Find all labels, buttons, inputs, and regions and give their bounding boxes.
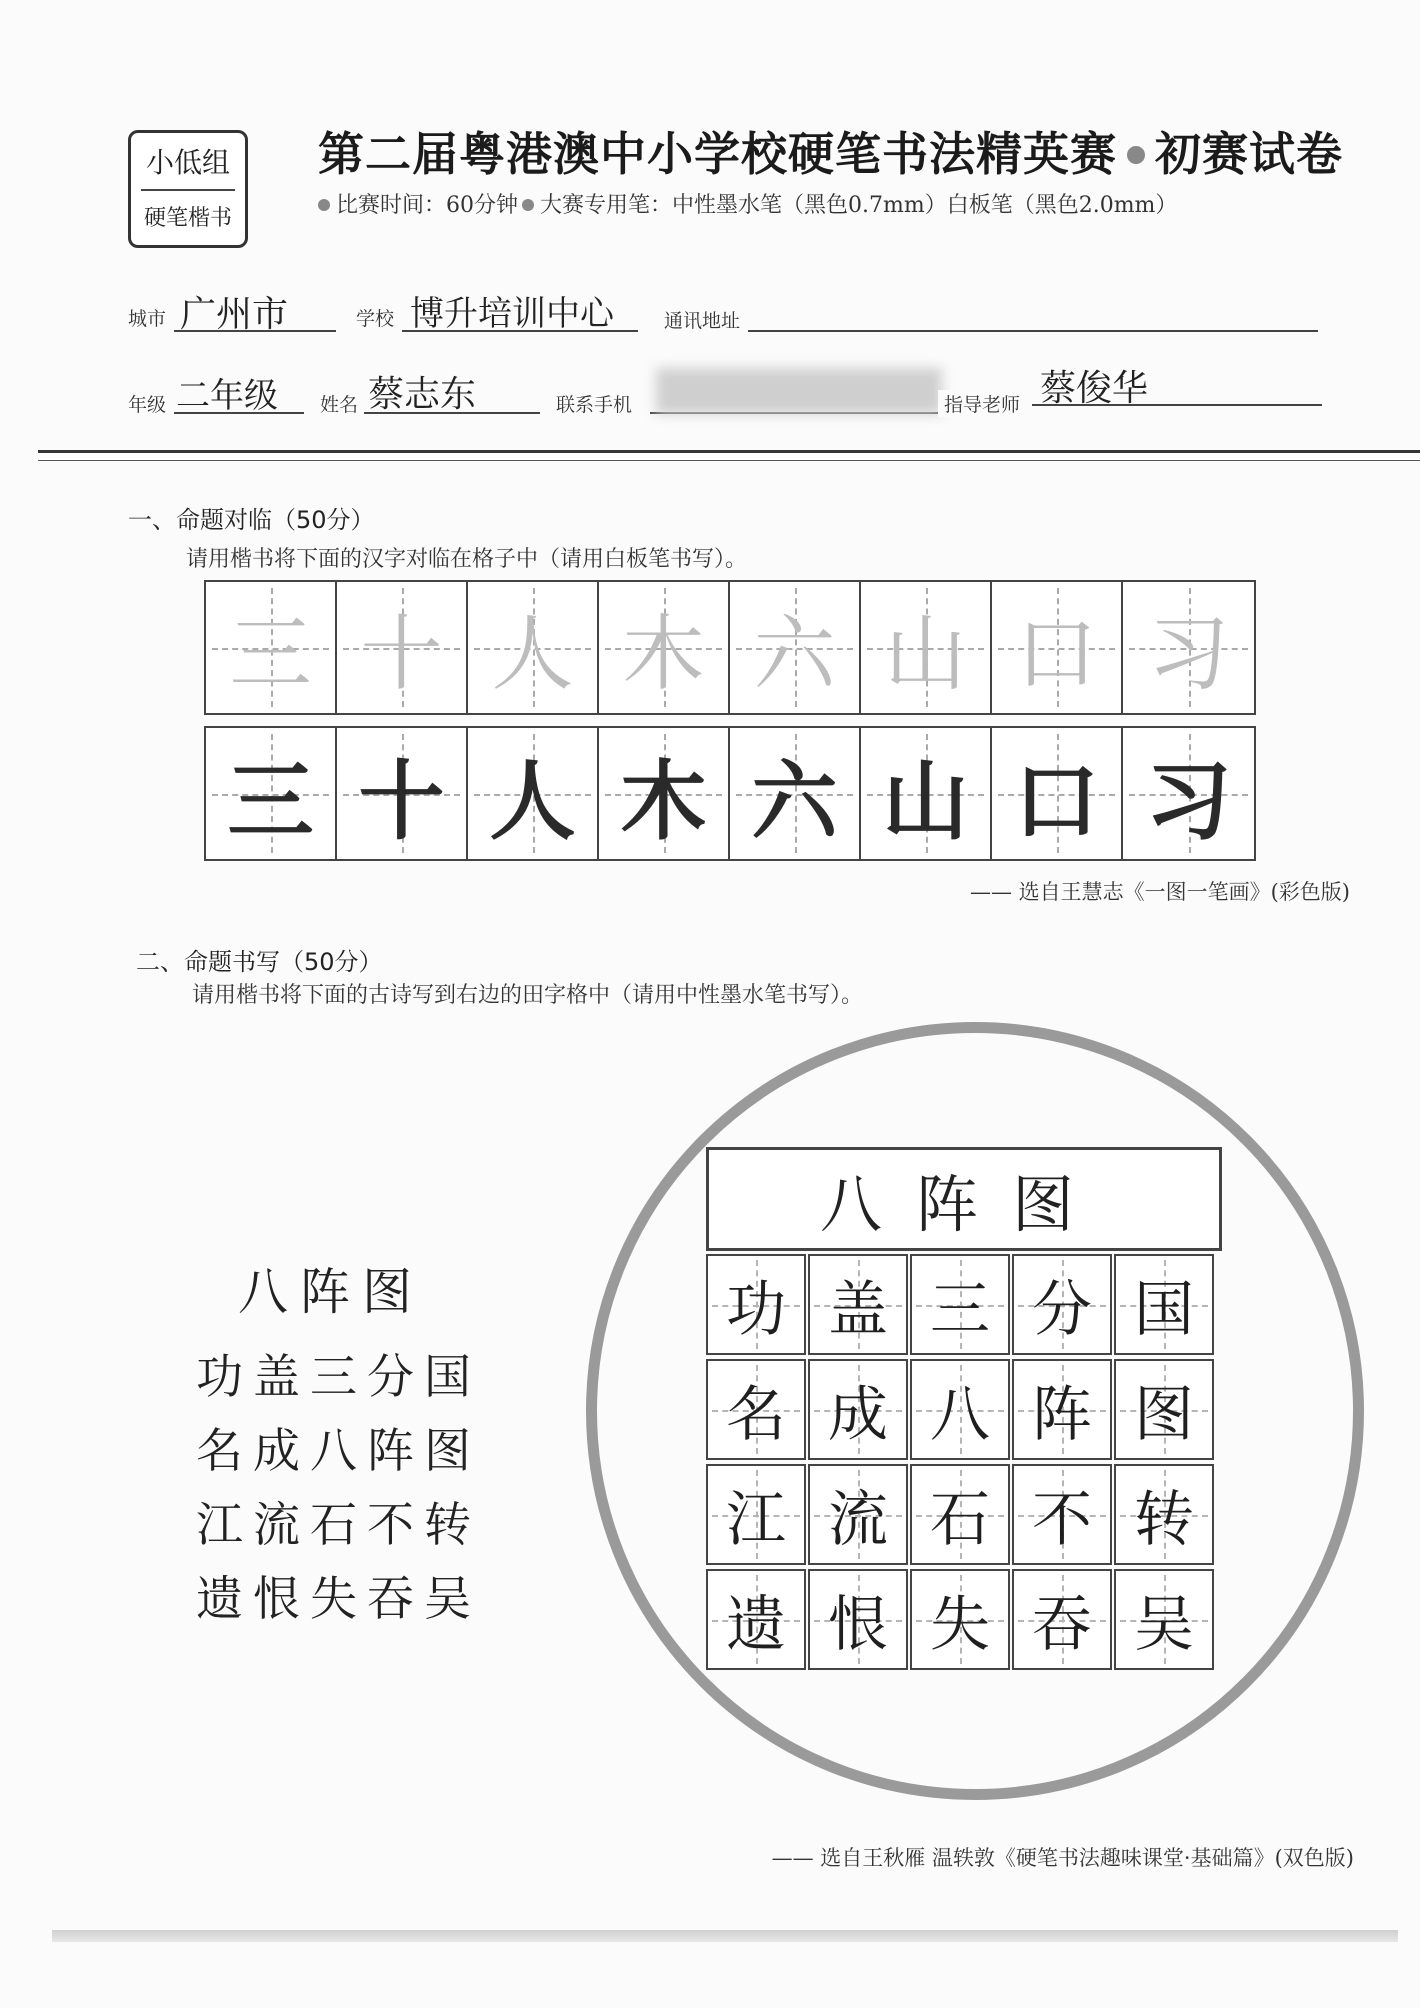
written-char: 口 [1013, 751, 1100, 852]
copy-cell[interactable] [206, 728, 337, 859]
model-char-grid [204, 580, 1256, 715]
name-label: 姓名 [320, 394, 359, 416]
written-char: 木 [620, 751, 707, 852]
grid-cell[interactable] [1012, 1569, 1112, 1670]
written-char: 习 [1145, 751, 1232, 852]
section2-citation: —— 选自王秋雁 温轶敦《硬笔书法趣味课堂·基础篇》(双色版) [771, 1846, 1354, 1870]
copy-cell[interactable] [468, 728, 599, 859]
copy-cell[interactable] [1123, 728, 1254, 859]
title-dot-icon [1127, 146, 1145, 164]
written-char: 盖 [828, 1274, 888, 1345]
written-char: 遗 [726, 1589, 786, 1660]
written-char: 名 [726, 1379, 786, 1450]
title-main: 第二届粤港澳中小学校硬笔书法精英赛 [318, 127, 1117, 181]
copy-cell[interactable] [992, 728, 1123, 859]
grid-cell[interactable] [1012, 1359, 1112, 1460]
grid-cell[interactable] [1012, 1254, 1112, 1355]
copy-cell[interactable] [861, 728, 992, 859]
written-char: 不 [1032, 1484, 1092, 1555]
grade-field[interactable]: 二年级 [176, 376, 278, 416]
written-char: 转 [1134, 1484, 1194, 1555]
grid-cell[interactable] [910, 1464, 1010, 1565]
grid-cell[interactable] [706, 1464, 806, 1565]
grid-cell[interactable] [706, 1569, 806, 1670]
section1-instruction: 请用楷书将下面的汉字对临在格子中（请用白板笔书写）。 [186, 547, 748, 572]
model-cell [730, 582, 861, 713]
address-field[interactable] [748, 330, 1318, 332]
poem-line: 遗恨失吞吴 [196, 1572, 481, 1627]
copy-cell[interactable] [730, 728, 861, 859]
page-title [318, 118, 1343, 184]
written-char: 八 [930, 1379, 990, 1450]
copy-cell[interactable] [337, 728, 468, 859]
city-label: 城市 [128, 308, 167, 330]
written-char: 江 [726, 1484, 786, 1555]
tianzige-grid [706, 1254, 1214, 1670]
model-char: 山 [884, 607, 967, 702]
bullet-icon [522, 199, 534, 211]
category-badge [128, 130, 248, 248]
written-char: 功 [726, 1274, 786, 1345]
grid-cell[interactable] [706, 1254, 806, 1355]
copy-char-grid [204, 726, 1256, 861]
header-divider-thin [38, 460, 1420, 461]
bullet-icon [318, 199, 330, 211]
grid-cell[interactable] [910, 1569, 1010, 1670]
grid-cell[interactable] [910, 1254, 1010, 1355]
phone-label: 联系手机 [556, 394, 633, 416]
grid-cell[interactable] [1114, 1569, 1214, 1670]
exam-info-line [316, 188, 1177, 219]
written-char: 吴 [1134, 1589, 1194, 1660]
poem-line: 江流石不转 [196, 1498, 481, 1553]
name-field[interactable]: 蔡志东 [368, 374, 477, 415]
written-char: 分 [1032, 1274, 1092, 1345]
model-char: 木 [622, 607, 705, 702]
model-char: 十 [360, 607, 443, 702]
grid-cell[interactable] [808, 1254, 908, 1355]
school-label: 学校 [356, 308, 395, 330]
section2-instruction: 请用楷书将下面的古诗写到右边的田字格中（请用中性墨水笔书写）。 [192, 983, 864, 1008]
grid-row [706, 1254, 1214, 1355]
written-title-box[interactable] [706, 1147, 1222, 1251]
city-field[interactable]: 广州市 [180, 294, 289, 335]
grid-cell[interactable] [910, 1359, 1010, 1460]
exam-pens: 大赛专用笔：中性墨水笔（黑色0.7mm）白板笔（黑色2.0mm） [540, 193, 1178, 218]
grid-cell[interactable] [808, 1359, 908, 1460]
header-divider [38, 450, 1420, 453]
copy-cell[interactable] [599, 728, 730, 859]
written-char: 成 [828, 1379, 888, 1450]
section1-heading: 一、命题对临（50分） [128, 506, 375, 534]
footer-bar [52, 1930, 1398, 1942]
grade-label: 年级 [128, 394, 167, 416]
section1-citation: —— 选自王慧志《一图一笔画》(彩色版) [969, 880, 1350, 904]
school-field[interactable]: 博升培训中心 [410, 294, 614, 334]
model-cell [206, 582, 337, 713]
badge-divider [141, 189, 235, 191]
model-char: 习 [1147, 607, 1230, 702]
model-cell [337, 582, 468, 713]
poem-line: 名成八阵图 [196, 1424, 481, 1479]
written-char: 阵 [1032, 1379, 1092, 1450]
badge-group-label: 小低组 [145, 146, 230, 179]
grid-cell[interactable] [706, 1359, 806, 1460]
model-cell [861, 582, 992, 713]
written-char: 恨 [828, 1589, 888, 1660]
model-char: 三 [229, 607, 312, 702]
written-title: 八阵图 [819, 1167, 1108, 1241]
grid-cell[interactable] [1114, 1359, 1214, 1460]
grid-row [706, 1464, 1214, 1565]
teacher-label: 指导老师 [938, 390, 1020, 417]
written-char: 石 [930, 1484, 990, 1555]
written-char: 图 [1134, 1379, 1194, 1450]
exam-time: 比赛时间：60分钟 [336, 193, 518, 218]
poem-title: 八阵图 [238, 1263, 424, 1321]
address-label: 通讯地址 [664, 310, 741, 332]
model-char: 口 [1015, 607, 1098, 702]
model-cell [1123, 582, 1254, 713]
model-char: 人 [491, 607, 574, 702]
grid-row [706, 1569, 1214, 1670]
written-char: 失 [930, 1589, 990, 1660]
badge-style-label: 硬笔楷书 [143, 206, 232, 231]
grid-cell[interactable] [808, 1569, 908, 1670]
written-char: 国 [1134, 1274, 1194, 1345]
grid-cell[interactable] [808, 1464, 908, 1565]
written-char: 十 [358, 751, 445, 852]
phone-redaction [656, 368, 942, 414]
model-char: 六 [753, 607, 836, 702]
written-char: 三 [930, 1274, 990, 1345]
written-char: 人 [489, 751, 576, 852]
teacher-field[interactable]: 蔡俊华 [1040, 368, 1149, 409]
title-tail: 初赛试卷 [1155, 127, 1343, 181]
written-char: 六 [751, 751, 838, 852]
section2-heading: 二、命题书写（50分） [136, 948, 383, 976]
grid-row [706, 1359, 1214, 1460]
grid-cell[interactable] [1114, 1254, 1214, 1355]
written-char: 吞 [1032, 1589, 1092, 1660]
written-char: 山 [882, 751, 969, 852]
grid-cell[interactable] [1114, 1464, 1214, 1565]
written-char: 三 [227, 751, 314, 852]
model-cell [992, 582, 1123, 713]
poem-line: 功盖三分国 [196, 1350, 481, 1405]
model-cell [468, 582, 599, 713]
model-cell [599, 582, 730, 713]
grid-cell[interactable] [1012, 1464, 1112, 1565]
written-char: 流 [828, 1484, 888, 1555]
